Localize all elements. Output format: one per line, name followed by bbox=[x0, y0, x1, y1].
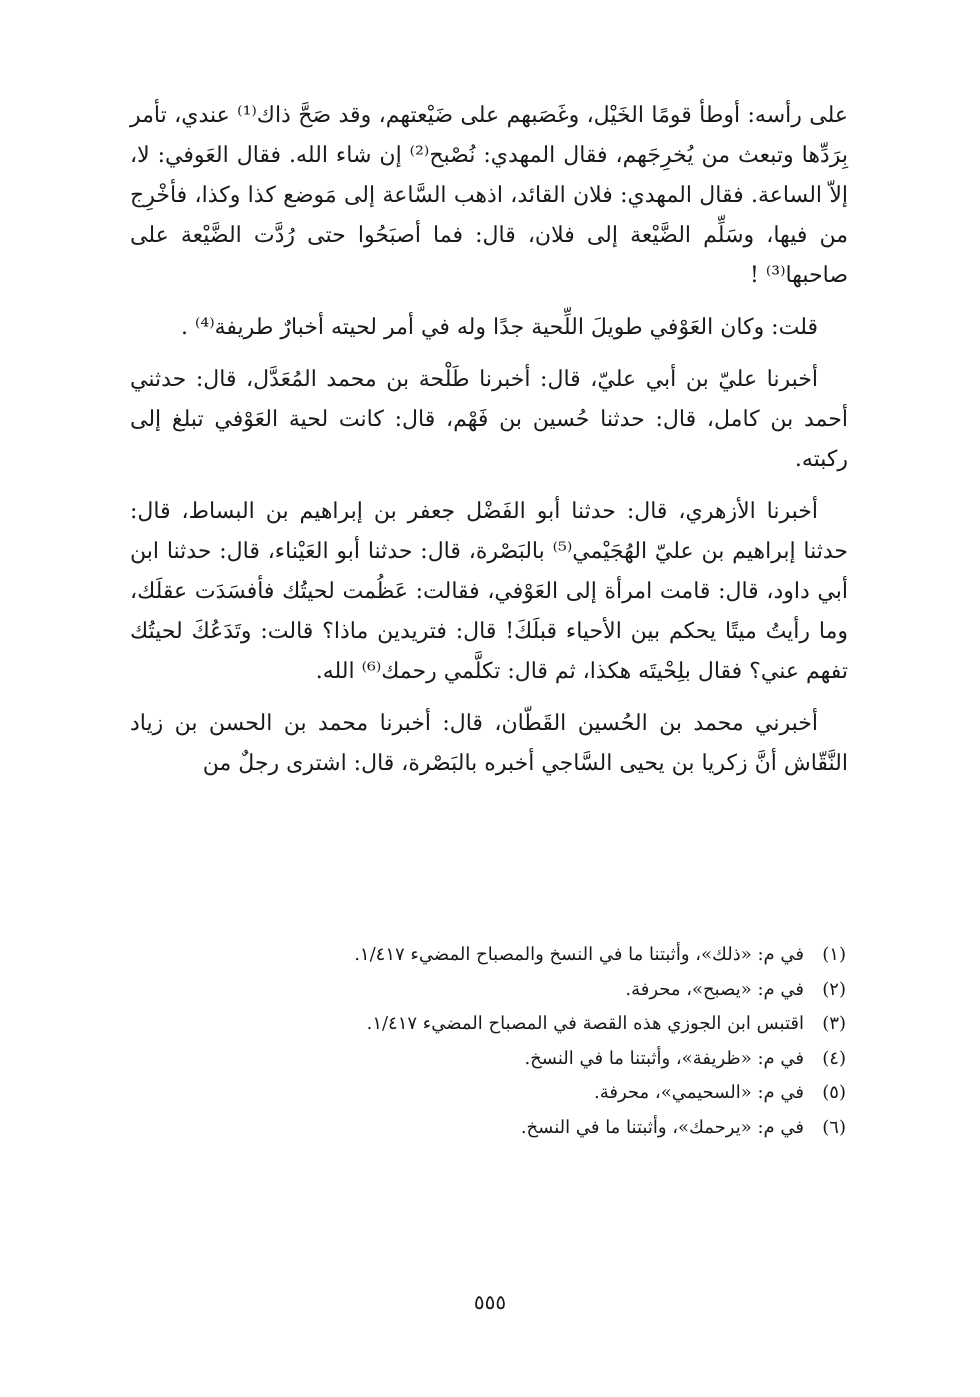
footnote-text: في م: «ظريفة»، وأثبتنا ما في النسخ. bbox=[524, 1047, 804, 1069]
paragraph-2: قلت: وكان العَوْفي طويلَ اللِّحية جدًا وله في أمر لحيته أخبارٌ طريفة⁽⁴⁾ . bbox=[181, 315, 818, 340]
footnote-text: في م: «يصبح»، محرفة. bbox=[625, 978, 804, 1000]
footnote-2 bbox=[130, 973, 848, 1008]
footnote-6 bbox=[130, 1111, 848, 1146]
footnote-5 bbox=[130, 1076, 848, 1111]
page-number: ٥٥٥ bbox=[473, 1290, 507, 1314]
footnote-number: (٢) bbox=[822, 978, 846, 1000]
main-text bbox=[130, 96, 848, 796]
paragraph-1: على رأسه: أوطأ قومًا الخَيْل، وغَصَبهم على ضَيْعتهم، وقد صَحَّ ذاك⁽¹⁾ عندي، تأمر بِرَدِّها وتبعث من يُخرِجَهم، فقال المهدي: نُصْبح⁽²⁾ إن شاء الله. فقال العَوفي: لا، إلاّ الساعة. فقال المهدي: فلان القائد، اذهب السَّاعة إلى مَوضع كذا وكذا، فأخْرِج من فيها، وسَلِّم الضَّيْعة إلى فلان، قال: فما أصبَحُوا حتى رُدَّت الضَّيْعة على صاحبها⁽³⁾ ! bbox=[130, 103, 849, 288]
footnotes bbox=[130, 938, 848, 1145]
footnote-number: (٥) bbox=[822, 1082, 846, 1103]
footnote-text: في م: «يرحمك»، وأثبتنا ما في النسخ. bbox=[520, 1116, 804, 1138]
footnote-text: في م: «ذلك»، وأثبتنا ما في النسخ والمصباح المضيء ١/٤١٧. bbox=[354, 944, 804, 965]
footnote-number: (١) bbox=[822, 944, 846, 965]
paragraph-5: أخبرني محمد بن الحُسين القَطّان، قال: أخبرنا محمد بن الحسن بن زياد النَّقّاش أنَّ زكريا بن يحيى السَّاجي أخبره بالبَصْرة، قال: اشترى رجلٌ من bbox=[130, 711, 848, 776]
footnote-number: (٣) bbox=[822, 1013, 846, 1034]
footnote-4 bbox=[130, 1042, 848, 1077]
footnote-number: (٤) bbox=[822, 1047, 846, 1069]
paragraph-4: أخبرنا الأزهري، قال: حدثنا أبو الفَضْل جعفر بن إبراهيم بن البساط، قال: حدثنا إبراهيم بن عليّ الهُجَيْمي⁽⁵⁾ بالبَصْرة، قال: حدثنا أبو العَيْناء، قال: حدثنا ابن أبي داود، قال: قامت امرأة إلى العَوْفي، فقالت: عَظُمت لحيتُك فأفسَدَت عقلَك، وما رأيتُ ميتًا يحكم بين الأحياء قبلَكَ! قال: فتريدين ماذا؟ قالت: وتَدَعُكَ لحيتُك تفهم عني؟ فقال بلِحْيتَه هكذا، ثم قال: تكلَّمي رحمك⁽⁶⁾ الله. bbox=[130, 499, 848, 684]
footnote-number: (٦) bbox=[822, 1116, 846, 1138]
footnote-text: اقتبس ابن الجوزي هذه القصة في المصباح المضيء ١/٤١٧. bbox=[366, 1013, 804, 1034]
footnote-text: في م: «السحيمي»، محرفة. bbox=[594, 1082, 804, 1103]
footnote-1 bbox=[130, 938, 848, 973]
footnote-3 bbox=[130, 1007, 848, 1042]
paragraph-3: أخبرنا عليّ بن أبي عليّ، قال: أخبرنا طَلْحة بن محمد المُعَدَّل، قال: حدثني أحمد بن كامل، قال: حدثنا حُسين بن فَهْم، قال: كانت لحية العَوْفي تبلغ إلى ركبته. bbox=[130, 367, 848, 472]
